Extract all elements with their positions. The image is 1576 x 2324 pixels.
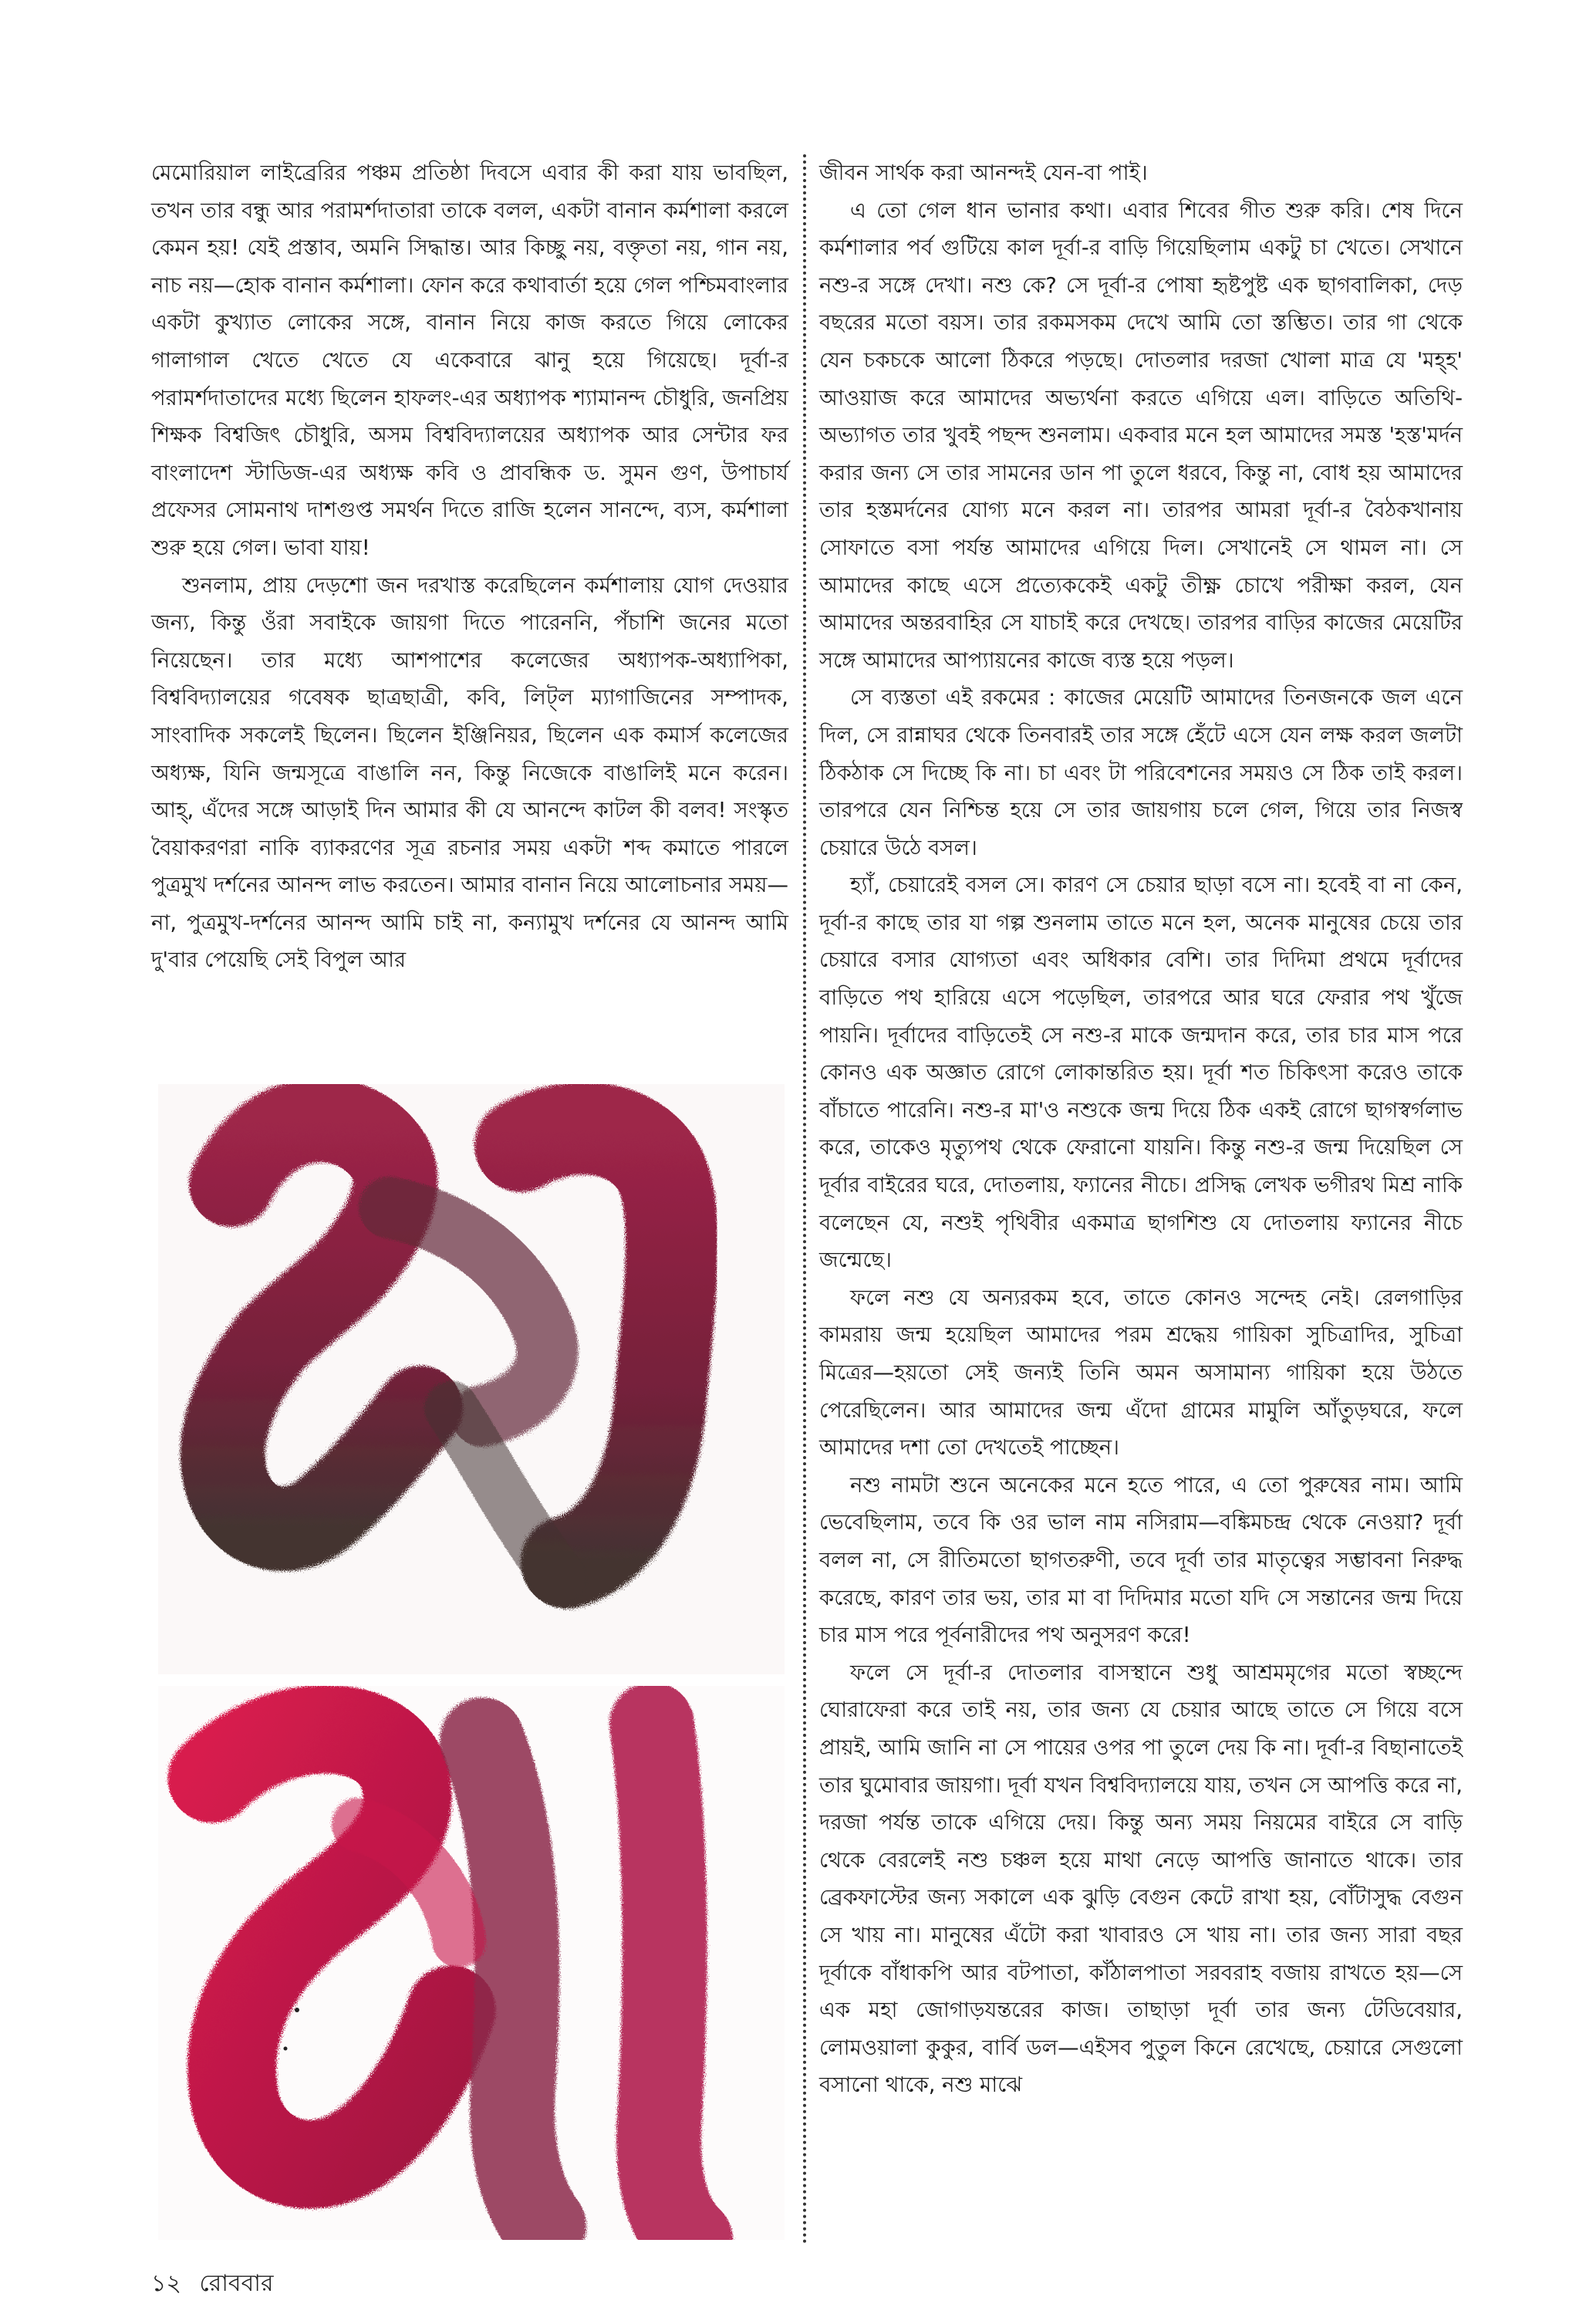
page-number: ১২	[151, 2270, 181, 2297]
brush-artwork-bottom	[158, 1686, 785, 2240]
paragraph: মেমোরিয়াল লাইব্রেরির পঞ্চম প্রতিষ্ঠা দিবসে এবার কী করা যায় ভাবছিল, তখন তার বন্ধু আর পরামর্শদাতারা তাকে বলল, একটা বানান কর্মশালা করলে কেমন হয়! যেই প্রস্তাব, অমনি সিদ্ধান্ত। আর কিচ্ছু নয়, বক্তৃতা নয়, গান নয়, নাচ নয়—হোক বানান কর্মশালা। ফোন করে কথাবার্তা হয়ে গেল পশ্চিমবাংলার একটা কুখ্যাত লোকের সঙ্গে, বানান নিয়ে কাজ করতে গিয়ে লোকের গালাগাল খেতে খেতে যে একেবারে ঝানু হয়ে গিয়েছে। দূর্বা-র পরামর্শদাতাদের মধ্যে ছিলেন হাফলং-এর অধ্যাপক শ্যামানন্দ চৌধুরি, জনপ্রিয় শিক্ষক বিশ্বজিৎ চৌধুরি, অসম বিশ্ববিদ্যালয়ের অধ্যাপক আর সেন্টার ফর বাংলাদেশ স্টাডিজ-এর অধ্যক্ষ কবি ও প্রাবন্ধিক ড. সুমন গুণ, উপাচার্য প্রফেসর সোমনাথ দাশগুপ্ত সমর্থন দিতে রাজি হলেন সানন্দে, ব্যস, কর্মশালা শুরু হয়ে গেল। ভাবা যায়!	[151, 160, 788, 560]
paragraph: জীবন সার্থক করা আনন্দই যেন-বা পাই।	[819, 160, 1148, 185]
brush-artwork-top	[158, 1084, 785, 1674]
paragraph: ফলে নশু যে অন্যরকম হবে, তাতে কোনও সন্দেহ নেই। রেলগাড়ির কামরায় জন্ম হয়েছিল আমাদের পরম শ্রদ্ধেয় গায়িকা সুচিত্রাদির, সুচিত্রা মিত্রের—হয়তো সেই জন্যই তিনি অমন অসামান্য গায়িকা হয়ে উঠতে পেরেছিলেন। আর আমাদের জন্ম এঁদো গ্রামের মামুলি আঁতুড়ঘরে, ফলে আমাদের দশা তো দেখতেই পাচ্ছেন।	[819, 1285, 1463, 1461]
magazine-name: রোববার	[199, 2270, 274, 2297]
column-divider	[803, 154, 806, 2245]
ink-brush-letterform-icon	[158, 1084, 785, 1674]
page-footer	[151, 2265, 285, 2304]
paragraph: এ তো গেল ধান ভানার কথা। এবার শিবের গীত শুরু করি। শেষ দিনে কর্মশালার পর্ব গুটিয়ে কাল দূর্বা-র বাড়ি গিয়েছিলাম একটু চা খেতে। সেখানে নশু-র সঙ্গে দেখা। নশু কে? সে দূর্বা-র পোষা হৃষ্টপুষ্ট এক ছাগবালিকা, দেড় বছরের মতো বয়স। তার রকমসকম দেখে আমি তো স্তম্ভিত। তার গা থেকে যেন চকচকে আলো ঠিকরে পড়ছে। দোতলার দরজা খোলা মাত্র যে 'মহ্‌হ' আওয়াজ করে আমাদের অভ্যর্থনা করতে এগিয়ে এল। বাড়িতে অতিথি-অভ্যাগত তার খুবই পছন্দ শুনলাম। একবার মনে হল আমাদের সমস্ত 'হস্ত'মর্দন করার জন্য সে তার সামনের ডান পা তুলে ধরবে, কিন্তু না, বোধ হয় আমাদের তার হস্তমর্দনের যোগ্য মনে করল না। তারপর আমরা দূর্বা-র বৈঠকখানায় সোফাতে বসা পর্যন্ত আমাদের এগিয়ে দিল। সেখানেই সে থামল না। সে আমাদের কাছে এসে প্রত্যেককেই একটু তীক্ষ্ণ চোখে পরীক্ষা করল, যেন আমাদের অন্তরবাহির সে যাচাই করে দেখছে। তারপর বাড়ির কাজের মেয়েটির সঙ্গে আমাদের আপ্যায়নের কাজে ব্যস্ত হয়ে পড়ল।	[819, 198, 1463, 673]
paragraph: নশু নামটা শুনে অনেকের মনে হতে পারে, এ তো পুরুষের নাম। আমি ভেবেছিলাম, তবে কি ওর ভাল নাম নসিরাম—বঙ্কিমচন্দ্র থেকে নেওয়া? দূর্বা বলল না, সে রীতিমতো ছাগতরুণী, তবে দূর্বা তার মাতৃত্বের সম্ভাবনা নিরুদ্ধ করেছে, কারণ তার ভয়, তার মা বা দিদিমার মতো যদি সে সন্তানের জন্ম দিয়ে চার মাস পরে পূর্বনারীদের পথ অনুসরণ করে!	[819, 1472, 1463, 1648]
paragraph: হ্যাঁ, চেয়ারেই বসল সে। কারণ সে চেয়ার ছাড়া বসে না। হবেই বা না কেন, দূর্বা-র কাছে তার যা গল্প শুনলাম তাতে মনে হল, অনেক মানুষের চেয়ে তার চেয়ারে বসার যোগ্যতা এবং অধিকার বেশি। তার দিদিমা প্রথমে দূর্বাদের বাড়িতে পথ হারিয়ে এসে পড়েছিল, তারপরে আর ঘরে ফেরার পথ খুঁজে পায়নি। দূর্বাদের বাড়িতেই সে নশু-র মাকে জন্মদান করে, তার চার মাস পরে কোনও এক অজ্ঞাত রোগে লোকান্তরিত হয়। দূর্বা শত চিকিৎসা করেও তাকে বাঁচাতে পারেনি। নশু-র মা'ও নশুকে জন্ম দিয়ে ঠিক একই রোগে ছাগস্বর্গলাভ করে, তাকেও মৃত্যুপথ থেকে ফেরানো যায়নি। কিন্তু নশু-র জন্ম দিয়েছিল সে দূর্বার বাইরের ঘরে, দোতলায়, ফ্যানের নীচে। প্রসিদ্ধ লেখক ভগীরথ মিশ্র নাকি বলেছেন যে, নশুই পৃথিবীর একমাত্র ছাগশিশু যে দোতলায় ফ্যানের নীচে জন্মেছে।	[819, 873, 1463, 1273]
ink-brush-letterform-icon	[158, 1686, 785, 2240]
paragraph: শুনলাম, প্রায় দেড়শো জন দরখাস্ত করেছিলেন কর্মশালায় যোগ দেওয়ার জন্য, কিন্তু ওঁরা সবাইকে জায়গা দিতে পারেননি, পঁচাশি জনের মতো নিয়েছেন। তার মধ্যে আশপাশের কলেজের অধ্যাপক-অধ্যাপিকা, বিশ্ববিদ্যালয়ের গবেষক ছাত্রছাত্রী, কবি, লিট্‌ল ম্যাগাজিনের সম্পাদক, সাংবাদিক সকলেই ছিলেন। ছিলেন ইঞ্জিনিয়র, ছিলেন এক কমার্স কলেজের অধ্যক্ষ, যিনি জন্মসূত্রে বাঙালি নন, কিন্তু নিজেকে বাঙালিই মনে করেন। আহ্‌, এঁদের সঙ্গে আড়াই দিন আমার কী যে আনন্দে কাটল কী বলব! সংস্কৃত বৈয়াকরণরা নাকি ব্যাকরণের সূত্র রচনার সময় একটা শব্দ কমাতে পারলে পুত্রমুখ দর্শনের আনন্দ লাভ করতেন। আমার বানান নিয়ে আলোচনার সময়—না, পুত্রমুখ-দর্শনের আনন্দ আমি চাই না, কন্যামুখ দর্শনের যে আনন্দ আমি দু'বার পেয়েছি সেই বিপুল আর	[151, 573, 788, 973]
left-column	[151, 154, 788, 979]
right-column	[819, 154, 1463, 2104]
paragraph: সে ব্যস্ততা এই রকমের : কাজের মেয়েটি আমাদের তিনজনকে জল এনে দিল, সে রান্নাঘর থেকে তিনবারই তার সঙ্গে হেঁটে এসে যেন লক্ষ করল জলটা ঠিকঠাক সে দিচ্ছে কি না। চা এবং টা পরিবেশনের সময়ও সে ঠিক তাই করল। তারপরে যেন নিশ্চিন্ত হয়ে সে তার জায়গায় চলে গেল, গিয়ে তার নিজস্ব চেয়ারে উঠে বসল।	[819, 685, 1463, 860]
paragraph: ফলে সে দূর্বা-র দোতলার বাসস্থানে শুধু আশ্রমমৃগের মতো স্বচ্ছন্দে ঘোরাফেরা করে তাই নয়, তার জন্য যে চেয়ার আছে তাতে সে গিয়ে বসে প্রায়ই, আমি জানি না সে পায়ের ওপর পা তুলে দেয় কি না। দূর্বা-র বিছানাতেই তার ঘুমোবার জায়গা। দূর্বা যখন বিশ্ববিদ্যালয়ে যায়, তখন সে আপত্তি করে না, দরজা পর্যন্ত তাকে এগিয়ে দেয়। কিন্তু অন্য সময় নিয়মের বাইরে সে বাড়ি থেকে বেরলেই নশু চঞ্চল হয়ে মাথা নেড়ে আপত্তি জানাতে থাকে। তার ব্রেকফাস্টের জন্য সকালে এক ঝুড়ি বেগুন কেটে রাখা হয়, বোঁটাসুদ্ধ বেগুন সে খায় না। মানুষের এঁটো করা খাবারও সে খায় না। তার জন্য সারা বছর দূর্বাকে বাঁধাকপি আর বটপাতা, কাঁঠালপাতা সরবরাহ বজায় রাখতে হয়—সে এক মহা জোগাড়যন্তরের কাজ। তাছাড়া দূর্বা তার জন্য টেডিবেয়ার, লোমওয়ালা কুকুর, বার্বি ডল—এইসব পুতুল কিনে রেখেছে, চেয়ারে সেগুলো বসানো থাকে, নশু মাঝে	[819, 1660, 1463, 2098]
